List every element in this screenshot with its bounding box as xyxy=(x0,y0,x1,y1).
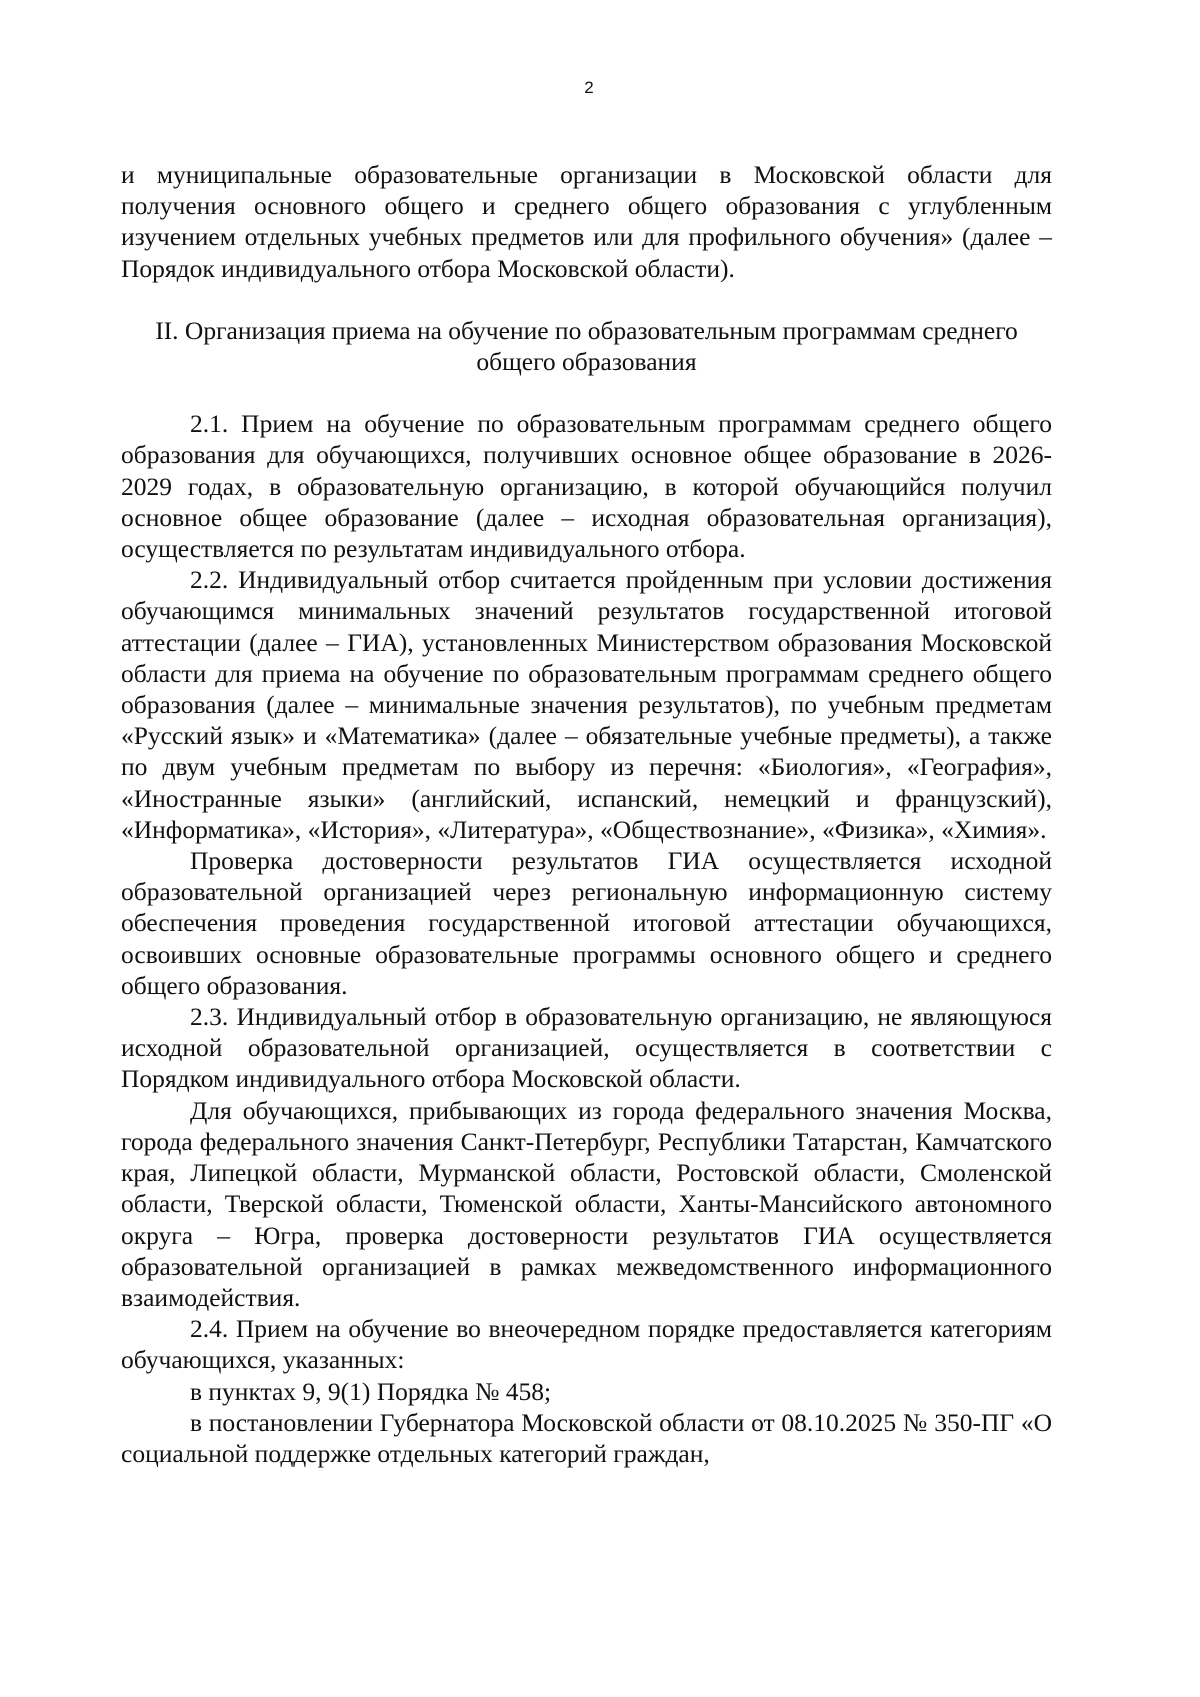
paragraph-2-2: 2.2. Индивидуальный отбор считается пройденным при условии достижения обучающимся минимальных значений результатов государственной итоговой аттестации (далее – ГИА), установленных Министерством образования Московской области для приема на обучение по образовательным программам среднего общего образования (далее – минимальные значения результатов), по учебным предметам «Русский язык» и «Математика» (далее – обязательные учебные предметы), а также по двум учебным предметам по выбору из перечня: «Биология», «География», «Иностранные языки» (английский, испанский, немецкий и французский), «Информатика», «История», «Литература», «Обществознание», «Физика», «Химия». xyxy=(121,565,1052,844)
paragraph-points: в пунктах 9, 9(1) Порядка № 458; xyxy=(190,1376,552,1406)
section-heading: II. Организация приема на обучение по образовательным программам среднего общего образования xyxy=(155,315,1018,377)
paragraph-verification: Проверка достоверности результатов ГИА осуществляется исходной образовательной организацией через региональную информационную систему обеспечения проведения государственной итоговой аттестации обучающихся, освоивших основные образовательные программы основного общего и среднего общего образования. xyxy=(121,846,1052,1000)
document-body xyxy=(121,159,1052,1469)
paragraph-arriving-students: Для обучающихся, прибывающих из города федерального значения Москва, города федерального значения Санкт-Петербург, Республики Татарстан, Камчатского края, Липецкой области, Мурманской области, Ростовской области, Смоленской области, Тверской области, Тюменской области, Ханты-Мансийского автономного округа – Югра, проверка достоверности результатов ГИА осуществляется образовательной организацией в рамках межведомственного информационного взаимодействия. xyxy=(121,1095,1052,1312)
paragraph-decree: в постановлении Губернатора Московской области от 08.10.2025 № 350-ПГ «О социальной поддержке отдельных категорий граждан, xyxy=(121,1407,1052,1468)
paragraph-2-4: 2.4. Прием на обучение во внеочередном порядке предоставляется категориям обучающихся, указанных: xyxy=(121,1314,1052,1375)
paragraph-2-1: 2.1. Прием на обучение по образовательным программам среднего общего образования для обучающихся, получивших основное общее образование в 2026-2029 годах, в образовательную организацию, в которой обучающийся получил основное общее образование (далее – исходная образовательная организация), осуществляется по результатам индивидуального отбора. xyxy=(121,409,1052,564)
page-number: 2 xyxy=(584,78,594,97)
paragraph-2-3: 2.3. Индивидуальный отбор в образовательную организацию, не являющуюся исходной образовательной организацией, осуществляется в соответствии с Порядком индивидуального отбора Московской области. xyxy=(121,1002,1052,1094)
paragraph-continuation: и муниципальные образовательные организации в Московской области для получения основного общего и среднего общего образования с углубленным изучением отдельных учебных предметов или для профильного обучения» (далее – Порядок индивидуального отбора Московской области). xyxy=(121,160,1052,283)
